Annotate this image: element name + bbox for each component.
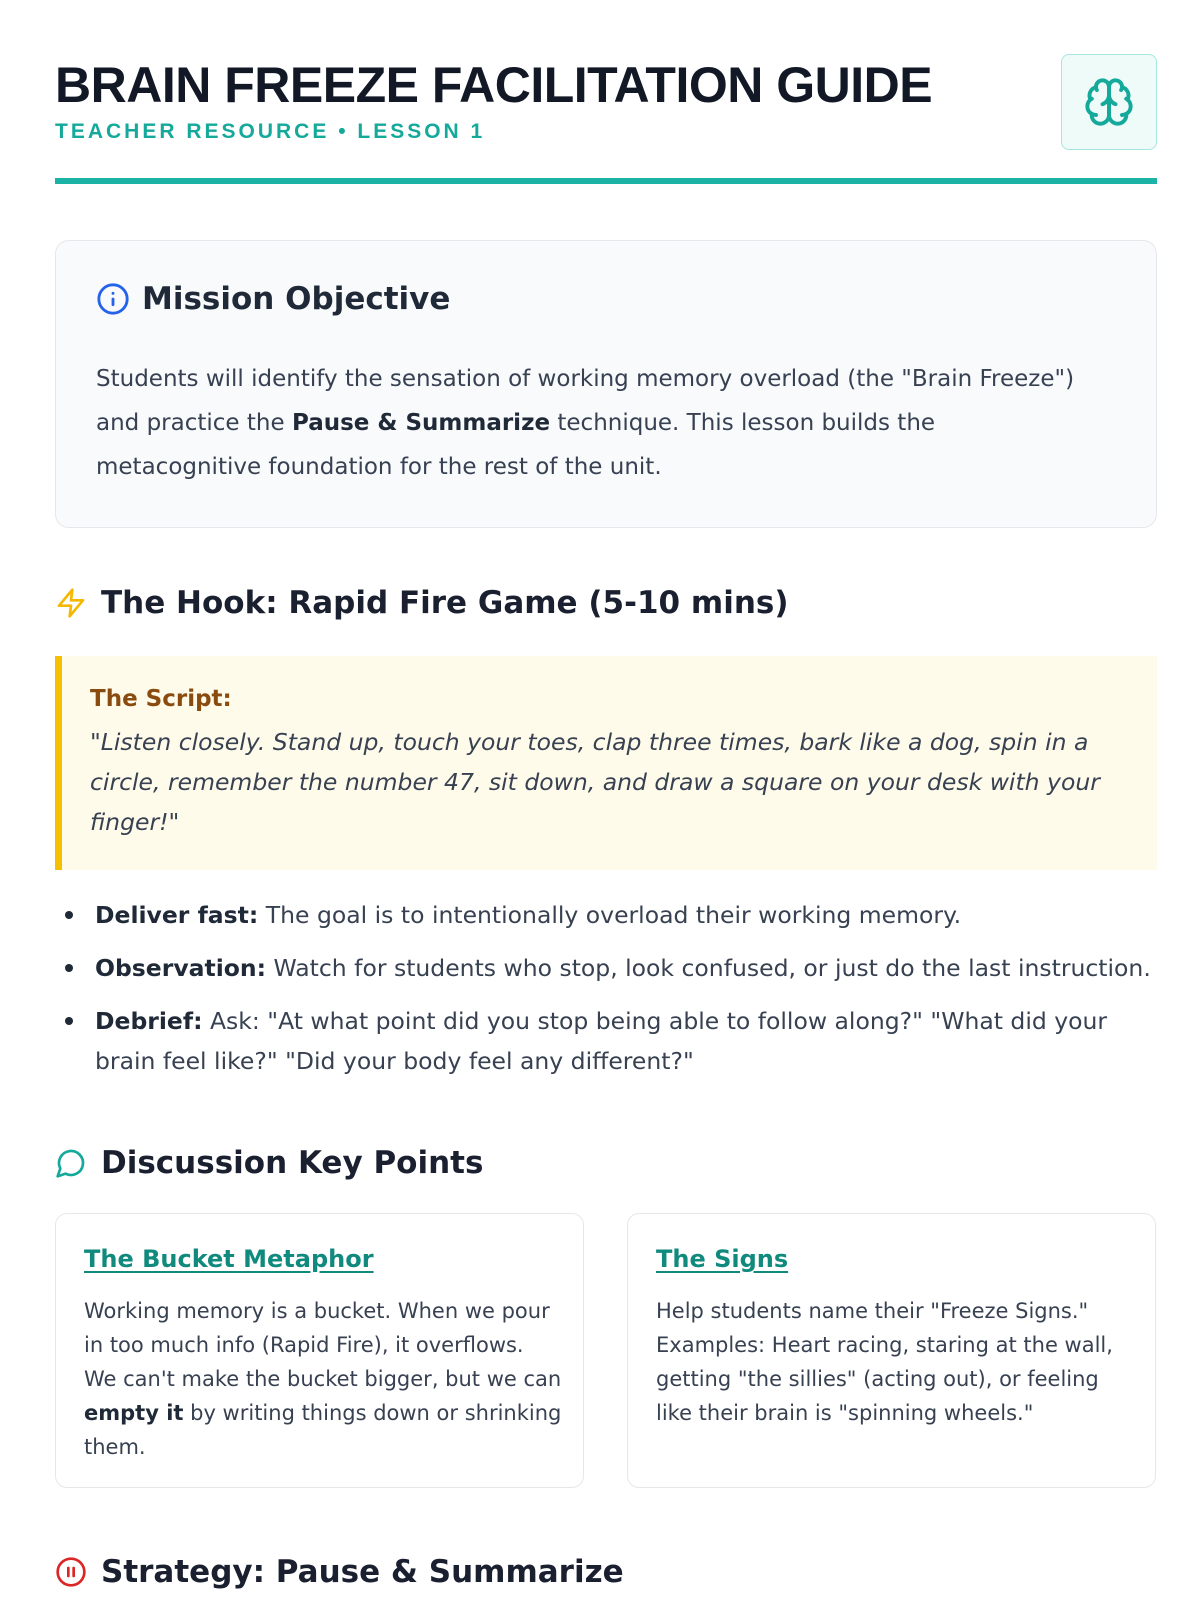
objective-technique: Pause & Summarize <box>291 410 551 436</box>
bullet-label: Observation: <box>95 954 267 982</box>
strategy-heading: Strategy: Pause & Summarize <box>101 1554 624 1590</box>
lightning-icon <box>55 586 87 620</box>
discussion-heading: Discussion Key Points <box>101 1145 484 1181</box>
page-header <box>55 52 1157 188</box>
list-item <box>62 948 1172 988</box>
bullet-dot <box>65 1017 73 1025</box>
bullet-dot <box>65 911 73 919</box>
hook-bullet-list <box>62 895 1172 1094</box>
signs-card <box>627 1213 1156 1488</box>
card-text <box>84 1294 562 1464</box>
logo-badge <box>1061 54 1157 150</box>
hook-heading: The Hook: Rapid Fire Game (5-10 mins) <box>101 585 789 621</box>
card-text <box>656 1294 1134 1430</box>
objective-text-end: technique. This lesson builds the metacognitive foundation for the rest of the unit. <box>96 410 936 480</box>
list-item <box>62 895 1172 935</box>
discussion-section-heading <box>55 1145 483 1181</box>
bullet-label: Debrief: <box>95 1007 203 1035</box>
objective-heading: Mission Objective <box>142 281 451 317</box>
bullet-text: The goal is to intentionally overload their working memory. <box>258 901 962 929</box>
chat-bubble-icon <box>55 1147 87 1179</box>
hook-section-heading <box>55 585 789 621</box>
card-text-start: Working memory is a bucket. When we pour in too much info (Rapid Fire), it overflows. We can't make the bucket bigger, but we can <box>84 1299 562 1391</box>
script-quote: "Listen closely. Stand up, touch your toes, clap three times, bark like a dog, spin in a circle, remember the number 47, sit down, and draw a square on your desk with your finger!" <box>90 728 1100 836</box>
list-item <box>62 1001 1172 1081</box>
strategy-section-heading <box>55 1554 624 1590</box>
card-title[interactable]: The Signs <box>656 1245 789 1273</box>
page-subtitle: TEACHER RESOURCE • LESSON 1 <box>55 120 486 143</box>
info-icon <box>96 282 130 316</box>
brain-icon <box>1083 76 1135 128</box>
script-label: The Script: <box>90 686 232 712</box>
objective-text-start: Students will identify the sensation of working memory overload (the "Brain Freeze") and practice the <box>96 366 1075 436</box>
objective-heading-row <box>96 281 450 317</box>
bullet-label: Deliver fast: <box>95 901 259 929</box>
bullet-dot <box>65 964 73 972</box>
bullet-text: Watch for students who stop, look confused, or just do the last instruction. <box>266 954 1151 982</box>
script-callout <box>55 656 1157 870</box>
objective-text <box>96 357 1106 489</box>
bullet-text: Ask: "At what point did you stop being able to follow along?" "What did your brain feel like?" "Did your body feel any different?" <box>95 1007 1108 1075</box>
card-text-start: Help students name their "Freeze Signs." Examples: Heart racing, staring at the wall, getting "the sillies" (acting out), or feeling like their brain is "spinning wheels." <box>656 1299 1113 1425</box>
pause-circle-icon <box>55 1556 87 1588</box>
card-text-end: by writing things down or shrinking them. <box>84 1401 562 1459</box>
page-title: BRAIN FREEZE FACILITATION GUIDE <box>55 57 933 113</box>
header-divider <box>55 178 1157 184</box>
bucket-metaphor-card <box>55 1213 584 1488</box>
card-text-bold: empty it <box>84 1401 184 1425</box>
card-title[interactable]: The Bucket Metaphor <box>84 1245 374 1273</box>
mission-objective-card <box>55 240 1157 528</box>
